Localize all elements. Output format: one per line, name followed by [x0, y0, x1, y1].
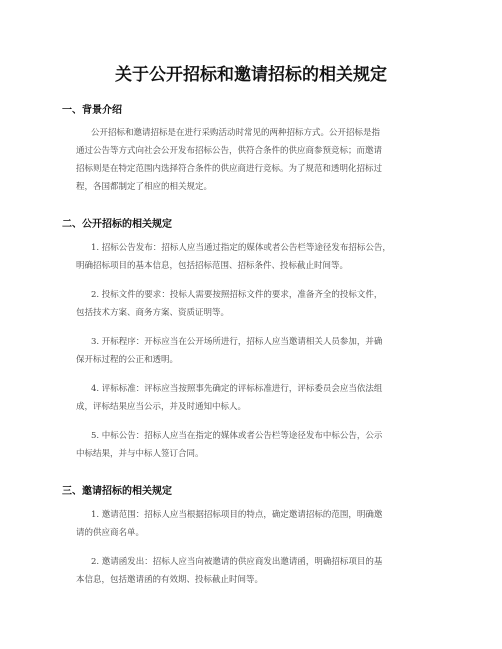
list-item: [76, 286, 436, 322]
text-line: 中标结果，并与中标人签订合同。: [76, 449, 204, 459]
text-line: 5. 中标公告：招标人应当在指定的媒体或者公告栏等途径发布中标公告，公示: [91, 431, 383, 441]
text-line: 1. 邀请范围：招标人应当根据招标项目的特点，确定邀请招标的范围，明确邀: [91, 510, 383, 520]
section-heading-invited-tender: 三、邀请招标的相关规定: [62, 486, 172, 497]
text-line: 1. 招标公告发布：招标人应当通过指定的媒体或者公告栏等途径发布招标公告，: [91, 243, 391, 253]
text-line: 3. 开标程序：开标应当在公开场所进行，招标人应当邀请相关人员参加，并确: [91, 337, 383, 347]
text-line: 请的供应商名单。: [76, 528, 145, 538]
text-line: 公开招标和邀请招标是在进行采购活动时常见的两种招标方式。公开招标是指: [91, 128, 381, 138]
document-title: 关于公开招标和邀请招标的相关规定: [115, 65, 387, 85]
text-line: 程，各国都制定了相应的相关规定。: [76, 182, 213, 192]
text-line: 2. 投标文件的要求：投标人需要按照招标文件的要求，准备齐全的投标文件，: [91, 290, 383, 300]
text-line: 明确招标项目的基本信息，包括招标范围、招标条件、投标截止时间等。: [76, 261, 349, 271]
list-item: [76, 239, 436, 275]
list-item: [76, 333, 436, 369]
text-line: 本信息，包括邀请函的有效期、投标截止时间等。: [76, 575, 264, 585]
text-line: 保开标过程的公正和透明。: [76, 355, 179, 365]
section-heading-background: 一、背景介绍: [62, 105, 122, 116]
text-line: 2. 邀请函发出：招标人应当向被邀请的供应商发出邀请函，明确招标项目的基: [91, 557, 383, 567]
background-paragraph: [76, 124, 436, 196]
list-item: [76, 506, 436, 542]
text-line: 成，评标结果应当公示，并及时通知中标人。: [76, 402, 247, 412]
list-item: [76, 553, 436, 589]
list-item: [76, 427, 436, 463]
text-line: 通过公告等方式向社会公开发布招标公告，供符合条件的供应商参预竞标；而邀请: [76, 146, 383, 156]
section-heading-public-tender: 二、公开招标的相关规定: [62, 219, 172, 230]
text-line: 招标则是在特定范围内选择符合条件的供应商进行竞标。为了规范和透明化招标过: [76, 164, 383, 174]
text-line: 包括技术方案、商务方案、资质证明等。: [76, 308, 230, 318]
text-line: 4. 评标标准：评标应当按照事先确定的评标标准进行，评标委员会应当依法组: [91, 384, 383, 394]
list-item: [76, 380, 436, 416]
